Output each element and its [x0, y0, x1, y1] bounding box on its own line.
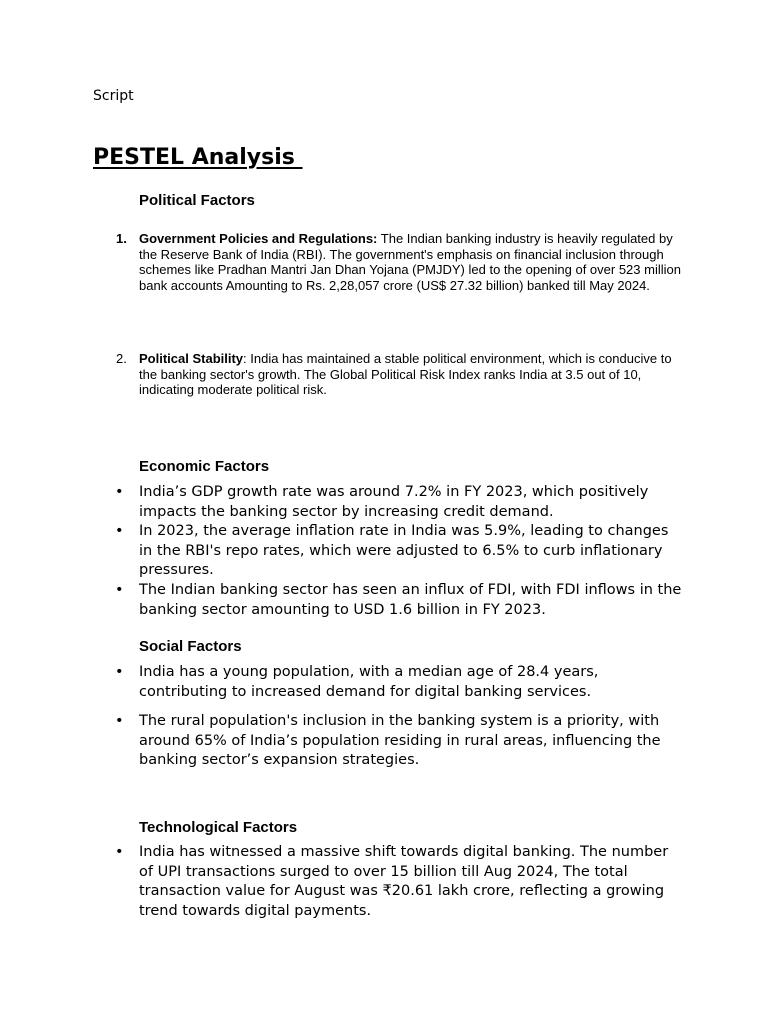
bullet: •	[115, 664, 124, 680]
bullet: •	[115, 844, 124, 860]
item-text: : India has maintained a stable political environment, which is conducive to the banking sector's growth. The Global Political Risk Index ranks India at 3.5 out of 10, indicating moderate political risk.	[139, 351, 672, 397]
economic-item-2	[115, 522, 684, 581]
technological-factors-heading: Technological Factors	[139, 819, 298, 836]
political-item-2	[116, 351, 684, 398]
item-text: The rural population's inclusion in the banking system is a priority, with around 65% of India’s population residing in rural areas, influencing the banking sector’s expansion strategies.	[139, 713, 661, 768]
item-text: India has witnessed a massive shift towards digital banking. The number of UPI transactions surged to over 15 billion till Aug 2024, The total transaction value for August was ₹20.61 lakh crore, reflecting a growing trend towards digital payments.	[139, 844, 669, 919]
economic-factors-heading: Economic Factors	[139, 458, 270, 475]
item-text: The Indian banking sector has seen an influx of FDI, with FDI inflows in the banking sector amounting to USD 1.6 billion in FY 2023.	[139, 582, 682, 618]
page-title: PESTEL Analysis	[93, 145, 303, 170]
list-number: 2.	[116, 351, 127, 366]
political-item-1	[116, 231, 684, 293]
script-label: Script	[93, 88, 134, 104]
item-label: Government Policies and Regulations:	[139, 231, 378, 246]
item-text: India’s GDP growth rate was around 7.2% in FY 2023, which positively impacts the banking sector by increasing credit demand.	[139, 484, 649, 520]
technological-item-1	[115, 843, 684, 921]
item-text: India has a young population, with a median age of 28.4 years, contributing to increased demand for digital banking services.	[139, 664, 599, 700]
bullet: •	[115, 582, 124, 598]
bullet: •	[115, 713, 124, 729]
item-text: The Indian banking industry is heavily regulated by the Reserve Bank of India (RBI). The government's emphasis on financial inclusion through schemes like Pradhan Mantri Jan Dhan Yojana (PMJDY) led to the opening of over 523 million bank accounts Amounting to Rs. 2,28,057 crore (US$ 27.32 billion) banked till May 2024.	[139, 231, 681, 293]
list-number: 1.	[116, 231, 127, 246]
social-item-2	[115, 712, 684, 771]
item-text: In 2023, the average inflation rate in India was 5.9%, leading to changes in the RBI's repo rates, which were adjusted to 6.5% to curb inflationary pressures.	[139, 523, 669, 578]
economic-item-3	[115, 581, 684, 620]
economic-item-1	[115, 483, 684, 522]
bullet: •	[115, 484, 124, 500]
social-factors-heading: Social Factors	[139, 638, 242, 655]
item-label: Political Stability	[139, 351, 244, 366]
political-factors-heading: Political Factors	[139, 192, 255, 209]
social-item-1	[115, 663, 684, 702]
bullet: •	[115, 523, 124, 539]
